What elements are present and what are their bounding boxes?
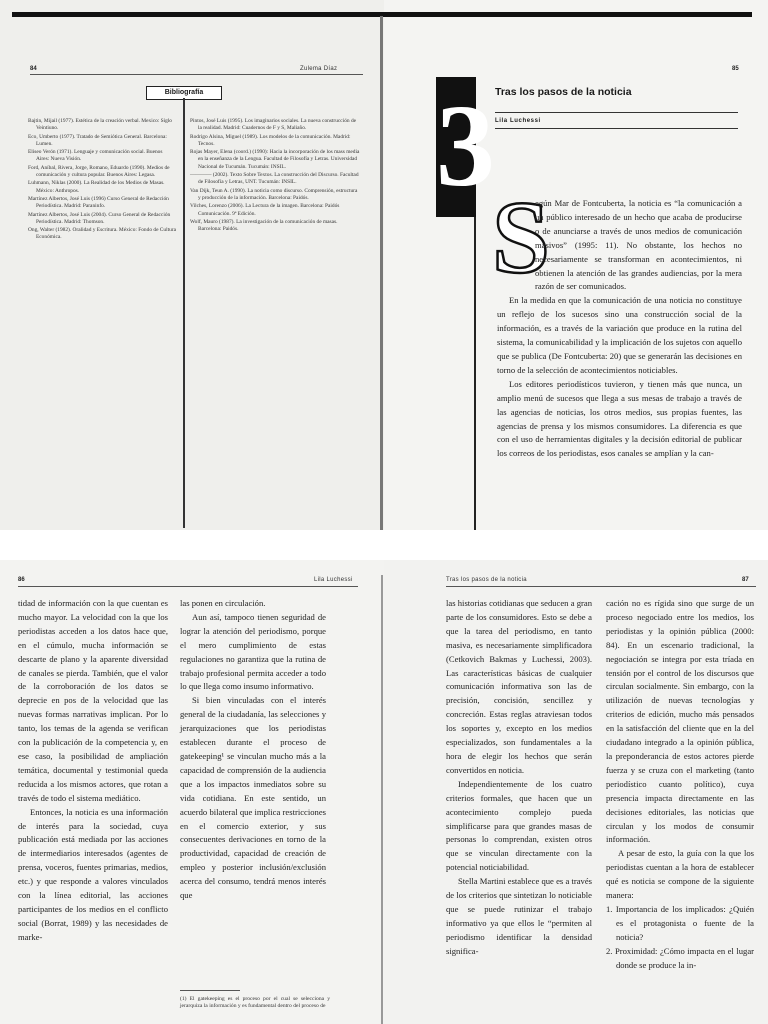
chapter-author: Lila Luchessi	[495, 118, 541, 124]
page-number-87: 87	[742, 577, 749, 583]
chapter-body	[497, 197, 742, 461]
chapter-number-block	[436, 77, 495, 217]
running-head-87: Tras los pasos de la noticia	[446, 577, 527, 583]
paragraph: las historias cotidianas que seducen a gran parte de los consumidores. Esto se debe a que la tarea del periodismo, en tanto masiva, es necesariamente simplificadora (Cetkovich Bakmas y Luchessi, 2003). Las características básicas de cualquier comunicación informativa son las de precisión, concisión, sencillez y concreción. Estas reglas atraviesan todos los soportes y, excepto en los medios especializados, son fundamentales a la hora de elegir los hechos que serán convertidos en noticia.	[446, 598, 592, 775]
bib-entry: Pintos, José Luis (1995). Los imaginarios sociales. La nueva construcción de la realidad. Madrid: Cuadernos de F y S, Maliaño.	[190, 118, 357, 132]
paragraph: tidad de información con la que cuentan es mucho mayor. La velocidad con la que los periodistas acceden a los datos hace que, en el cúmulo, mucha información se descarte de plano y la aparente diversidad de canales se pierda. También, que el valor de la corroboración de los datos se deprecie en pos de la velocidad que las nuevas formas narrativas implican. Por lo tanto, los temas de la agenda se verifican con la publicación de la competencia y, en ese caso, la posibilidad de ampliación temática, documental y testimonial queda reducida a los mismos actores, que rotan a través de todo el sistema mediático.	[18, 598, 168, 803]
book-spine	[380, 16, 383, 530]
bib-entry: Rodrigo Alsina, Miguel (1989). Los modelos de la comunicación. Madrid: Tecnos.	[190, 133, 351, 147]
scan-gap	[0, 530, 768, 560]
bib-entry: Ong, Walter (1982). Oralidad y Escritura. México: Fondo de Cultura Económica.	[28, 227, 176, 241]
paragraph: En la medida en que la comunicación de una noticia no constituye un reflejo de los sucesos sino una construcción social de la información, es a través de la variación que produce en la rutina del sistema, la comunicabilidad y la implicación de los sujetos con aquello que se publica (De Fontcuberta: 20) que se generarán las decisiones en torno de la selección de acontecimientos noticiables.	[497, 295, 742, 375]
bib-entry: Bajtin, Mijail (1977). Estética de la creación verbal. Mexico: Siglo Veintiuno.	[28, 118, 173, 132]
paragraph: Stella Martini establece que es a través de los criterios que sintetizan lo noticiable que se puede rutinizar el trabajo informativo ya que ellos le “permiten al periodismo identificar la densidad significa-	[446, 876, 592, 956]
bib-entry: Eliseo Verón (1971). Lenguaje y comunicación social. Buenos Aires: Nueva Visión.	[28, 149, 163, 163]
bibliography-right-column	[190, 118, 360, 234]
list-item: 1. Importancia de los implicados: ¿Quién es el protagonista o fuente de la noticia?	[606, 903, 754, 942]
author-rule	[495, 128, 738, 129]
page-number-86: 86	[18, 577, 25, 583]
bib-entry: Eco, Umberto (1977). Tratado de Semiótica General. Barcelona: Lumen.	[28, 133, 167, 147]
bib-entry: Rojas Mayer, Elena (coord.) (1990): Hacia la incorporación de los mass media en la enseñanza de la Lengua. Facultad de Filosofía y Letras. Universidad Nacional de Tucumán. Tucumán: INSIL.	[190, 149, 360, 170]
paragraph: Entonces, la noticia es una información de interés para la sociedad, cuya publicación está mediada por las acciones de intermediarios interesados (agentes de prensa, voceros, fuentes primarias, medios, etc.) y que responde a valores vinculados con la línea editorial, las acciones participantes de los medios en el conflicto social (Borrat, 1989) y las necesidades de marke-	[18, 806, 168, 942]
paragraph: egún Mar de Fontcuberta, la noticia es “la comunicación a un público interesado de un hecho que acaba de producirse o de anunciarse a través de unos medios de comunicación masivos” (1995: 11). No obstante, los hechos no necesariamente se transforman en acontecimientos, ni obtienen la atención de las grandes audiencias, por la mera razón de ser comunicados.	[535, 198, 742, 292]
bib-entry: Vilches, Lorenzo (2006). La Lectura de la imagen. Barcelona: Paidós Comunicación. 9ª Edición.	[190, 203, 340, 217]
paragraph: Aun así, tampoco tienen seguridad de lograr la atención del periodismo, porque el mero cumplimiento de estas regulaciones no garantiza que la rutina de trabajo profesional permita acceder a todo lo que llega como insumo informativo.	[180, 611, 326, 692]
bib-entry: ———— (2002). Texto Sobre Textos. La construcción del Discurso. Facultad de Filosofía y Letras, UNT. Tucumán: INSIL.	[190, 172, 359, 186]
page-87-column-1	[446, 597, 592, 959]
footnote: (1) El gatekeeping es el proceso por el cual se selecciona y jerarquiza la información y es fundamental dentro del proceso de	[180, 996, 330, 1009]
running-head-86: Lila Luchessi	[314, 577, 353, 583]
header-rule-86	[18, 586, 358, 587]
page-number-84: 84	[30, 66, 37, 72]
bib-entry: Van Dijk, Teun A. (1990). La noticia como discurso. Comprensión, estructura y producción de la información. Barcelona: Paidós.	[190, 187, 358, 201]
book-spine-lower	[381, 575, 383, 1024]
footnote-rule	[180, 990, 240, 991]
bib-entry: Wolf, Mauro (1987). La investigación de la comunicación de masas. Barcelona: Paidós.	[190, 218, 338, 233]
bib-entry: Martínez Albertos, José Luis (1996) Curso General de Redacción Periodística. Madrid: Paraninfo.	[28, 195, 169, 210]
paragraph: Si bien vinculadas con el interés general de la ciudadanía, las selecciones y jerarquizaciones que los periodistas establecen durante el proceso de gatekeeping¹ se vinculan mucho más a la capacidad de comprensión de la audiencia que a los impactos inmediatos sobre su vida cotidiana. En este sentido, un acuerdo bilateral que implica restricciones en el comercio exterior, y sus consecuentes derivaciones en torno de la productividad, capacidad de creación de empleo y posterior inclusión/exclusión acerca del consumo, tendrá menos interés que	[180, 695, 326, 901]
chapter-title: Tras los pasos de la noticia	[495, 86, 632, 98]
title-rule	[495, 112, 738, 113]
bib-entry: Luhmann, Niklas (2000). La Realidad de los Medios de Masas. México: Anthropos.	[28, 180, 165, 194]
bib-entry: Ford, Aníbal, Rivera, Jorge, Romano, Eduardo (1990). Medios de comunicación y cultura popular. Buenos Aires: Legasa.	[28, 164, 170, 179]
list-item: 2. Proximidad: ¿Cómo impacta en el lugar donde se produce la in-	[606, 945, 754, 970]
paragraph: A pesar de esto, la guía con la que los periodistas cuentan a la hora de establecer qué es noticia se compone de la siguiente manera:	[606, 848, 754, 901]
page-86-column-2	[180, 597, 326, 903]
chapter-number: 3	[436, 80, 495, 211]
bib-entry: Martínez Albertos, José Luis (2004). Curso General de Redacción Periodística. Madrid: Thomson.	[28, 211, 171, 225]
bibliography-heading: Bibliografía	[146, 86, 222, 100]
drop-cap: S	[492, 180, 550, 295]
paragraph: las ponen en circulación.	[180, 598, 266, 608]
bibliography-rule	[183, 98, 185, 528]
header-rule-84	[30, 74, 363, 75]
page-number-85: 85	[732, 66, 739, 72]
paragraph: Independientemente de los cuatro criterios formales, que hacen que un acontecimiento complejo pueda simplificarse para que grandes masas de personas lo comprendan, existen otros que se vinculan directamente con la potencial noticiabilidad.	[446, 778, 592, 873]
paragraph: Los editores periodísticos tuvieron, y tienen más que nunca, un amplio menú de sucesos que llega a sus mesas de trabajo a través de las agencias de noticias, los otros medios, sus propias fuentes, las agencias de prensa y los mismos consumidores. La diferencia es que con el uso de herramientas digitales y la decisión editorial de publicar los correos de los periodistas, esos canales se amplían y la can-	[497, 378, 742, 459]
page-84-scan	[0, 0, 384, 530]
page-86-column-1	[18, 597, 168, 945]
header-rule-87	[446, 586, 756, 587]
paragraph: cación no es rígida sino que surge de un proceso negociado entre los medios, los periodistas y la opinión pública (2000: 84). En un escenario tradicional, la negociación se integra por esta tríada en tensión por el control de los discursos que circulan socialmente. Sin embargo, con la utilización de nuevas tecnologías y criterios de edición, mucho más pensados en la satisfacción del cliente que en la del ciudadano integrado a la opinión pública, la preponderancia de estos actores pierde fuerza y se cruza con el marketing (tanto periodístico cuanto político), cuya presencia impacta directamente en las decisiones editoriales, las noticias que circulan y los modos de consumir información.	[606, 598, 754, 845]
bibliography-left-column	[28, 118, 176, 243]
chapter-vertical-rule	[474, 217, 476, 530]
running-head-84: Zulema Díaz	[300, 66, 338, 72]
page-87-column-2	[606, 597, 754, 972]
